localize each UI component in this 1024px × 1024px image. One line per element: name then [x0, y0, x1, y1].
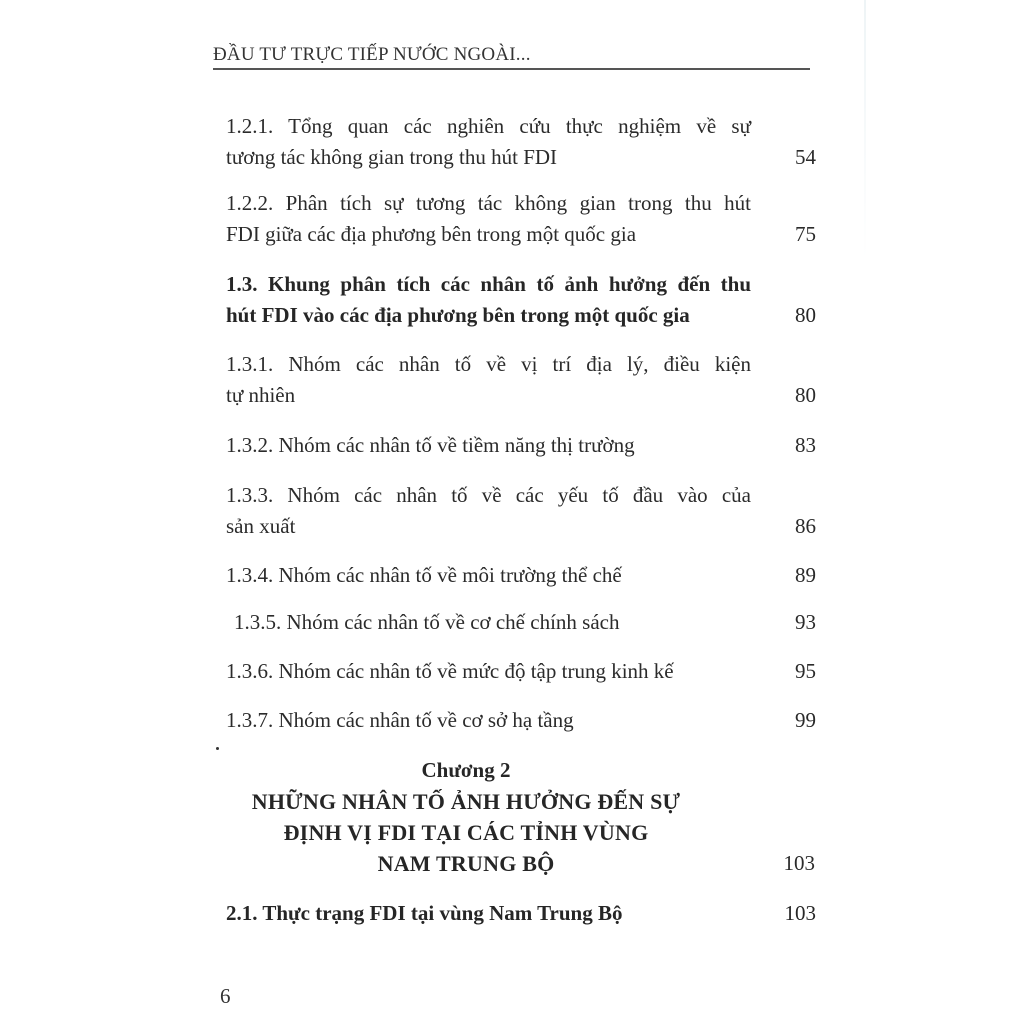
toc-entry-title-line: sản xuất	[226, 514, 296, 538]
toc-entry-title-line: FDI giữa các địa phương bên trong một quốc gia	[226, 222, 637, 246]
chapter-title-line: NHỮNG NHÂN TỐ ẢNH HƯỞNG ĐẾN SỰ	[251, 789, 681, 814]
toc-entry-page: 95	[795, 659, 816, 683]
toc-entry-1-3-7[interactable]	[226, 705, 816, 736]
toc-entry-1-3-4[interactable]	[226, 560, 816, 591]
toc-entry-1-3-1[interactable]	[226, 349, 816, 411]
toc-entry-page: 54	[795, 145, 816, 169]
chapter-2-heading[interactable]	[226, 755, 706, 879]
toc-entry-title-line: 1.2.2. Phân tích sự tương tác không gian trong thu hút	[226, 191, 751, 215]
toc-entry-page: 80	[795, 383, 816, 407]
chapter-2-page: 103	[783, 851, 815, 875]
toc-entry-page: 103	[784, 901, 816, 925]
toc-entry-1-3-6[interactable]	[226, 656, 816, 687]
toc-entry-title-line: 1.3.6. Nhóm các nhân tố về mức độ tập trung kinh kế	[226, 659, 674, 683]
toc-entry-title-line: 1.3.2. Nhóm các nhân tố về tiềm năng thị trường	[226, 433, 635, 457]
toc-entry-page: 99	[795, 708, 816, 732]
toc-entry-title-line: 1.3.3. Nhóm các nhân tố về các yếu tố đầu vào của	[226, 483, 751, 507]
running-header: ĐẦU TƯ TRỰC TIẾP NƯỚC NGOÀI...	[213, 44, 531, 65]
toc-entry-page: 93	[795, 610, 816, 634]
toc-entry-page: 83	[795, 433, 816, 457]
toc-entry-title-line: 1.3.4. Nhóm các nhân tố về môi trường thể chế	[226, 563, 622, 587]
toc-entry-page: 89	[795, 563, 816, 587]
toc-entry-title-line: 1.3.1. Nhóm các nhân tố về vị trí địa lý, điều kiện	[226, 352, 751, 376]
toc-entry-1-3[interactable]	[226, 269, 816, 331]
toc-entry-1-2-2[interactable]	[226, 188, 816, 250]
page-number: 6	[220, 984, 231, 1008]
toc-entry-1-2-1[interactable]	[226, 111, 816, 173]
chapter-title-line: NAM TRUNG BỘ	[377, 851, 555, 876]
chapter-label: Chương 2	[421, 758, 511, 782]
toc-entry-title-line: 2.1. Thực trạng FDI tại vùng Nam Trung Bộ	[226, 901, 623, 925]
toc-entry-title-line: 1.3.7. Nhóm các nhân tố về cơ sở hạ tầng	[226, 708, 574, 732]
toc-entry-title-line: 1.3.5. Nhóm các nhân tố về cơ chế chính sách	[234, 610, 620, 634]
header-rule	[213, 68, 810, 70]
toc-entry-title-line: tự nhiên	[226, 383, 296, 407]
toc-entry-1-3-2[interactable]	[226, 430, 816, 461]
toc-entry-title-line: 1.3. Khung phân tích các nhân tố ảnh hưởng đến thu	[226, 272, 751, 296]
toc-entry-title-line: tương tác không gian trong thu hút FDI	[226, 145, 558, 169]
print-speck	[216, 747, 219, 750]
chapter-title-line: ĐỊNH VỊ FDI TẠI CÁC TỈNH VÙNG	[283, 820, 649, 845]
toc-entry-page: 86	[795, 514, 816, 538]
toc-entry-1-3-3[interactable]	[226, 480, 816, 542]
toc-entry-page: 75	[795, 222, 816, 246]
toc-entry-title-line: 1.2.1. Tổng quan các nghiên cứu thực nghiệm về sự	[226, 114, 751, 138]
toc-entry-title-line: hút FDI vào các địa phương bên trong một quốc gia	[226, 303, 690, 327]
toc-entry-2-1[interactable]	[226, 898, 816, 929]
toc-entry-1-3-5[interactable]	[226, 607, 816, 638]
toc-entry-page: 80	[795, 303, 816, 327]
page-edge-shadow	[864, 0, 866, 260]
